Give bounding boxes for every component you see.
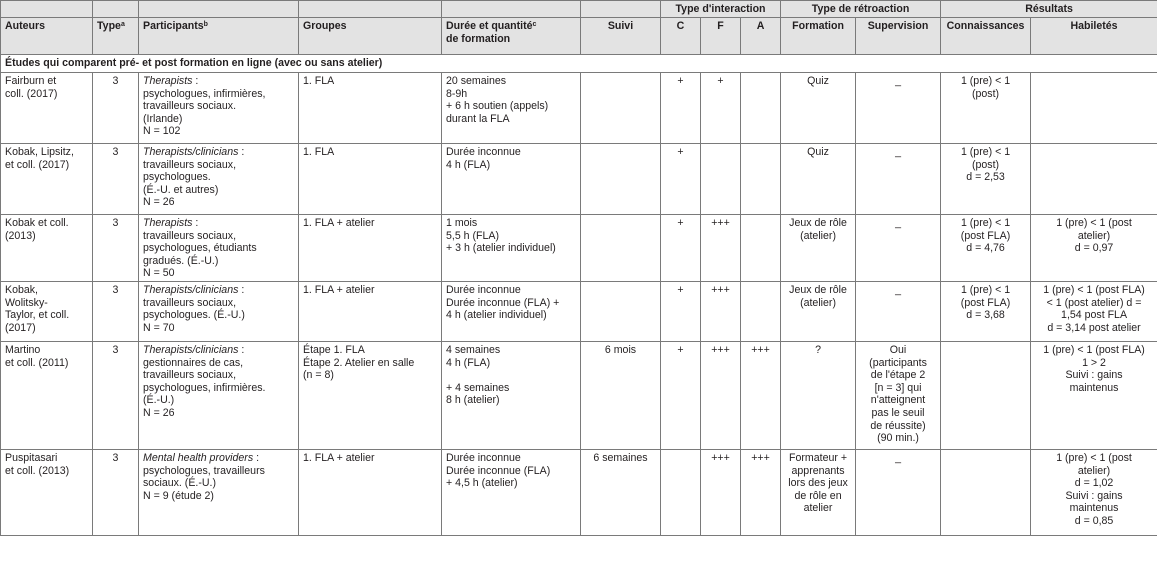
section-title: Études qui comparent pré- et post formation en ligne (avec ou sans atelier) <box>1 55 1157 73</box>
table-row: Martino et coll. (2011) 3 Therapists/clinicians : gestionnaires de cas, travailleurs sociaux, psychologues, infirmières. (É.-U.) N = 26 Étape 1. FLA Étape 2. Atelier en salle (n = 8) 4 semaines 4 h (FLA) + 4 semaines 8 h (atelier) 6 mois + +++ +++ ? Oui (participants de l'étape 2 [n = 3] qui n'atteignent pas le seuil de réussite) (90 min.) 1 (pre) < 1 (post FLA) 1 > 2 Suivi : gains maintenus <box>1 341 1157 449</box>
col-supervision: Supervision <box>856 18 941 55</box>
col-f: F <box>701 18 741 55</box>
col-connaissances: Connaissances <box>941 18 1031 55</box>
table-row: Puspitasari et coll. (2013) 3 Mental health providers : psychologues, travailleurs sociaux. (É.-U.) N = 9 (étude 2) 1. FLA + atelier Durée inconnue Durée inconnue (FLA) + 4,5 h (atelier) 6 semaines +++ +++ Formateur + apprenants lors des jeux de rôle en atelier _ 1 (pre) < 1 (post atelier) d = 1,02 Suivi : gains maintenus d = 0,85 <box>1 449 1157 535</box>
table-row: Kobak et coll. (2013) 3 Therapists : travailleurs sociaux, psychologues, étudiants gradués. (É.-U.) N = 50 1. FLA + atelier 1 mois 5,5 h (FLA) + 3 h (atelier individuel) + +++ Jeux de rôle (atelier) _ 1 (pre) < 1 (post FLA) d = 4,76 1 (pre) < 1 (post atelier) d = 0,97 <box>1 215 1157 282</box>
col-a: A <box>741 18 781 55</box>
col-habiletes: Habiletés <box>1031 18 1157 55</box>
table-row: Kobak, Wolitsky- Taylor, et coll. (2017) 3 Therapists/clinicians : travailleurs sociaux, psychologues. (É.-U.) N = 70 1. FLA + atelier Durée inconnue Durée inconnue (FLA) + 4 h (atelier individuel) + +++ Jeux de rôle (atelier) _ 1 (pre) < 1 (post FLA) d = 3,68 1 (pre) < 1 (post FLA) < 1 (post atelier) d = 1,54 post FLA d = 3,14 post atelier <box>1 281 1157 341</box>
header-column-row <box>1 18 1157 55</box>
col-participants: Participants$^b$ <box>139 18 299 55</box>
col-type: Type$^a$ <box>93 18 139 55</box>
header-group-row <box>1 1 1157 18</box>
header-interaction-type: Type d'interaction <box>661 1 781 18</box>
col-suivi: Suivi <box>581 18 661 55</box>
col-duree: Durée et quantité$^c$ de formation <box>442 18 581 55</box>
header-feedback-type: Type de rétroaction <box>781 1 941 18</box>
header-results: Résultats <box>941 1 1157 18</box>
table-row: Kobak, Lipsitz, et coll. (2017) 3 Therapists/clinicians : travailleurs sociaux, psychologues. (É.-U. et autres) N = 26 1. FLA Durée inconnue 4 h (FLA) + Quiz _ 1 (pre) < 1 (post) d = 2,53 <box>1 144 1157 215</box>
col-auteurs: Auteurs <box>1 18 93 55</box>
section-row <box>1 55 1157 73</box>
col-c: C <box>661 18 701 55</box>
col-formation: Formation <box>781 18 856 55</box>
table-row: Fairburn et coll. (2017) 3 Therapists : psychologues, infirmières, travailleurs sociaux. (Irlande) N = 102 1. FLA 20 semaines 8-9h + 6 h soutien (appels) durant la FLA + + Quiz _ 1 (pre) < 1 (post) <box>1 73 1157 144</box>
col-groupes: Groupes <box>299 18 442 55</box>
